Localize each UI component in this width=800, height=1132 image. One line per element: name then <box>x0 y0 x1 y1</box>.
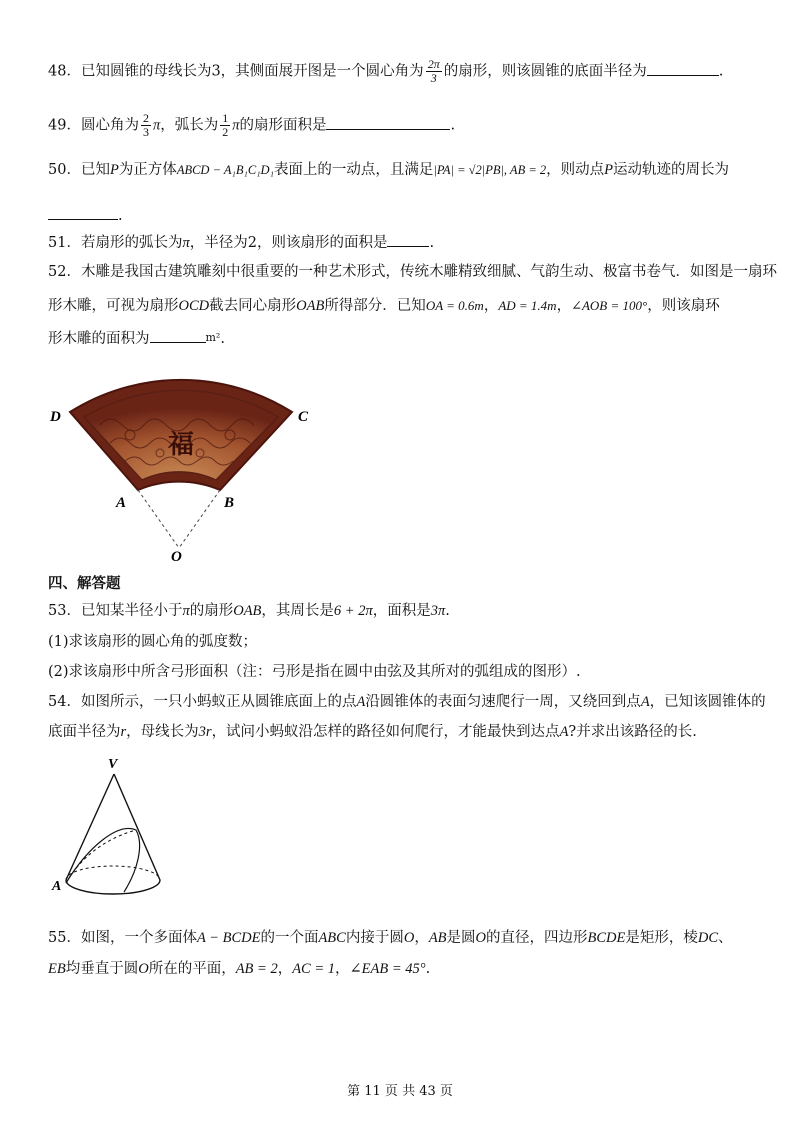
label-o: O <box>171 549 182 565</box>
question-52-line3: 形木雕的面积为 $^{m^2}$. <box>48 328 225 349</box>
woodcarving-figure <box>40 365 340 565</box>
cone-left-side <box>66 774 114 880</box>
answer-blank[interactable] <box>150 328 206 343</box>
radius-ob <box>179 490 220 548</box>
question-53: 53．已知某半径小于π的扇形OAB，其周长是6 + 2π，面积是3π. <box>48 603 450 619</box>
label-a: A <box>52 879 62 894</box>
question-48: 48．已知圆锥的母线长为3，其侧面展开图是一个圆心角为 $\frac{2\pi}{3}$ 的扇形，则该圆锥的底面半径为 . <box>48 57 724 85</box>
section-heading: 四、解答题 <box>48 576 121 592</box>
label-a: A <box>116 495 127 511</box>
fraction: $\frac{2\pi}{3}$ <box>427 57 440 85</box>
answer-blank[interactable] <box>326 115 450 130</box>
fu-character: 福 <box>167 430 195 460</box>
radius-oa <box>138 490 179 548</box>
question-52: 52．木雕是我国古建筑雕刻中很重要的一种艺术形式，传统木雕精致细腻、气韵生动、极富书卷气．如图是一扇环 <box>48 264 777 280</box>
fraction: $\frac{2}{3}$ <box>142 111 149 139</box>
base-front <box>66 880 160 894</box>
question-55: 55．如图，一个多面体A − BCDE的一个面ABC内接于圆O，AB是圆O的直径，四边形BCDE是矩形，棱DC、 <box>48 930 733 946</box>
fraction: $\frac{1}{2}$ <box>222 111 229 139</box>
answer-blank[interactable] <box>48 205 118 220</box>
cone-figure <box>48 752 178 902</box>
question-54: 54．如图所示，一只小蚂蚁正从圆锥底面上的点A沿圆锥体的表面匀速爬行一周，又绕回到点A，已知该圆锥体的 <box>48 694 766 710</box>
question-51: 51．若扇形的弧长为π，半径为2，则该扇形的面积是 . <box>48 232 434 253</box>
base-back <box>66 866 160 880</box>
question-53-part1: (1)求该扇形的圆心角的弧度数； <box>48 634 258 650</box>
page-footer: 第 11 页 共 43 页 <box>347 1084 453 1099</box>
question-52-line2: 形木雕，可视为扇形OCD截去同心扇形OAB所得部分．已知OA = 0.6m，AD = 1.4m，∠AOB = 100°，则该扇环 <box>48 298 720 314</box>
label-d: D <box>50 409 61 425</box>
question-55-line2: EB均垂直于圆O所在的平面，AB = 2，AC = 1，∠EAB = 45°. <box>48 961 431 977</box>
label-b: B <box>224 495 235 511</box>
label-c: C <box>298 409 309 425</box>
label-v: V <box>108 757 118 772</box>
ant-path-front <box>66 829 140 892</box>
question-50-continued: . <box>48 205 123 226</box>
question-50: 50．已知P为正方体ABCD − A₁B₁C₁D₁表面上的一动点，且满足|PA| = √2|PB|, AB = 2，则动点P运动轨迹的周长为 <box>48 162 729 178</box>
answer-blank[interactable] <box>387 232 429 247</box>
question-53-part2: (2)求该扇形中所含弓形面积（注：弓形是指在圆中由弦及其所对的弧组成的图形）. <box>48 664 581 680</box>
question-54-line2: 底面半径为r，母线长为3r，试问小蚂蚁沿怎样的路径如何爬行，才能最快到达点A?并求出该路径的长. <box>48 724 697 740</box>
answer-blank[interactable] <box>647 61 719 76</box>
question-49: 49．圆心角为 $\frac{2}{3}$ π，弧长为 $\frac{1}{2}$ π的扇形面积是 . <box>48 111 456 139</box>
